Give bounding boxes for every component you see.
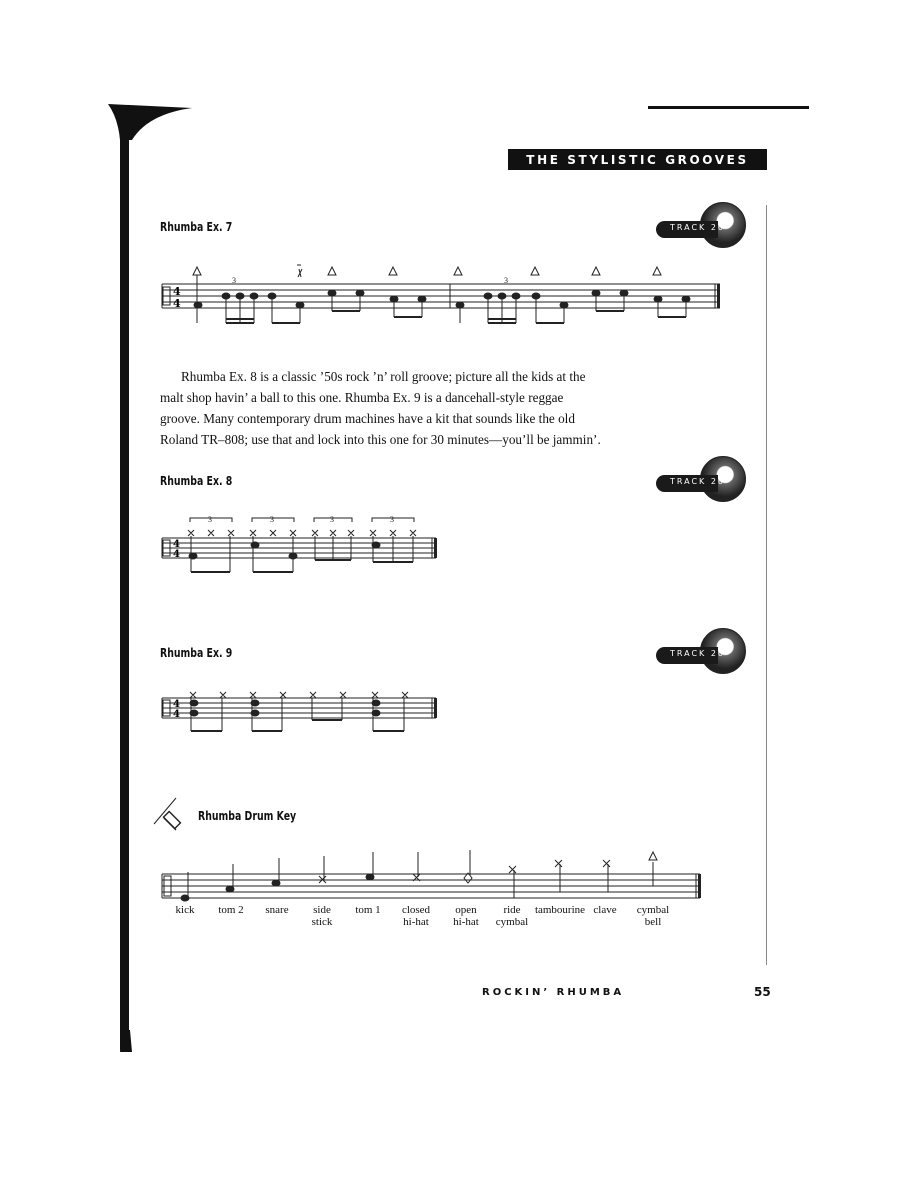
svg-text:4: 4	[173, 539, 180, 550]
svg-text:3: 3	[330, 515, 334, 524]
drum-key-label-open-hihat: open hi-hat	[453, 904, 479, 928]
drum-key-label-clave: clave	[593, 904, 617, 916]
svg-text:3: 3	[232, 276, 236, 285]
track-badge-ex8: TRACK 20	[656, 456, 744, 512]
example-9-staff	[160, 684, 450, 744]
track-badge-ex9: TRACK 20	[656, 628, 744, 684]
example-7-staff	[160, 255, 735, 330]
drum-key-label-closed-hihat: closed hi-hat	[401, 904, 431, 928]
track-badge-ex7: TRACK 20	[656, 202, 744, 258]
example-9-label: Rhumba Ex. 9	[160, 646, 233, 660]
spine-flourish	[108, 104, 198, 144]
example-8-staff	[160, 512, 450, 582]
svg-text:4: 4	[173, 709, 180, 720]
drum-key-label-tambourine: tambourine	[534, 904, 586, 916]
svg-text:3: 3	[504, 276, 508, 285]
section-banner: THE STYLISTIC GROOVES	[508, 149, 767, 170]
drum-key-title: Rhumba Drum Key	[198, 809, 297, 823]
right-margin-rule	[766, 205, 767, 965]
drum-key-label-side-stick: side stick	[311, 904, 333, 928]
spine-foot	[120, 1030, 132, 1052]
svg-text:4: 4	[173, 699, 180, 710]
running-footer-title: ROCKIN’ RHUMBA	[482, 987, 625, 998]
drum-key-label-tom1: tom 1	[355, 904, 381, 916]
body-paragraph: Rhumba Ex. 8 is a classic ’50s rock ’n’ roll groove; picture all the kids at the malt shop havin’ a ball to this one. Rhumba Ex. 9 is a dancehall-style reggae groove. Many contemporary drum machines have a kit that sounds like the old Roland TR–808; use that and lock into this one for 30 minutes—you’ll be jammin’.	[160, 369, 601, 447]
drum-key-staff	[160, 846, 720, 906]
example-8-label: Rhumba Ex. 8	[160, 474, 233, 488]
svg-text:3: 3	[270, 515, 274, 524]
page-number: 55	[754, 985, 771, 999]
svg-text:4: 4	[173, 285, 181, 298]
drum-key-label-cymbal-bell: cymbal bell	[636, 904, 670, 928]
svg-text:3: 3	[208, 515, 212, 524]
page-spine-rule	[120, 120, 129, 1050]
top-rule	[648, 106, 809, 109]
drum-key-label-ride-cymbal: ride cymbal	[495, 904, 529, 928]
drumstick-icon	[150, 796, 190, 836]
example-7-label: Rhumba Ex. 7	[160, 220, 233, 234]
svg-text:4: 4	[173, 549, 180, 560]
drum-key-label-tom2: tom 2	[218, 904, 244, 916]
svg-text:3: 3	[390, 515, 394, 524]
svg-text:4: 4	[173, 297, 181, 310]
drum-key-label-snare: snare	[265, 904, 289, 916]
drum-key-label-kick: kick	[175, 904, 195, 916]
